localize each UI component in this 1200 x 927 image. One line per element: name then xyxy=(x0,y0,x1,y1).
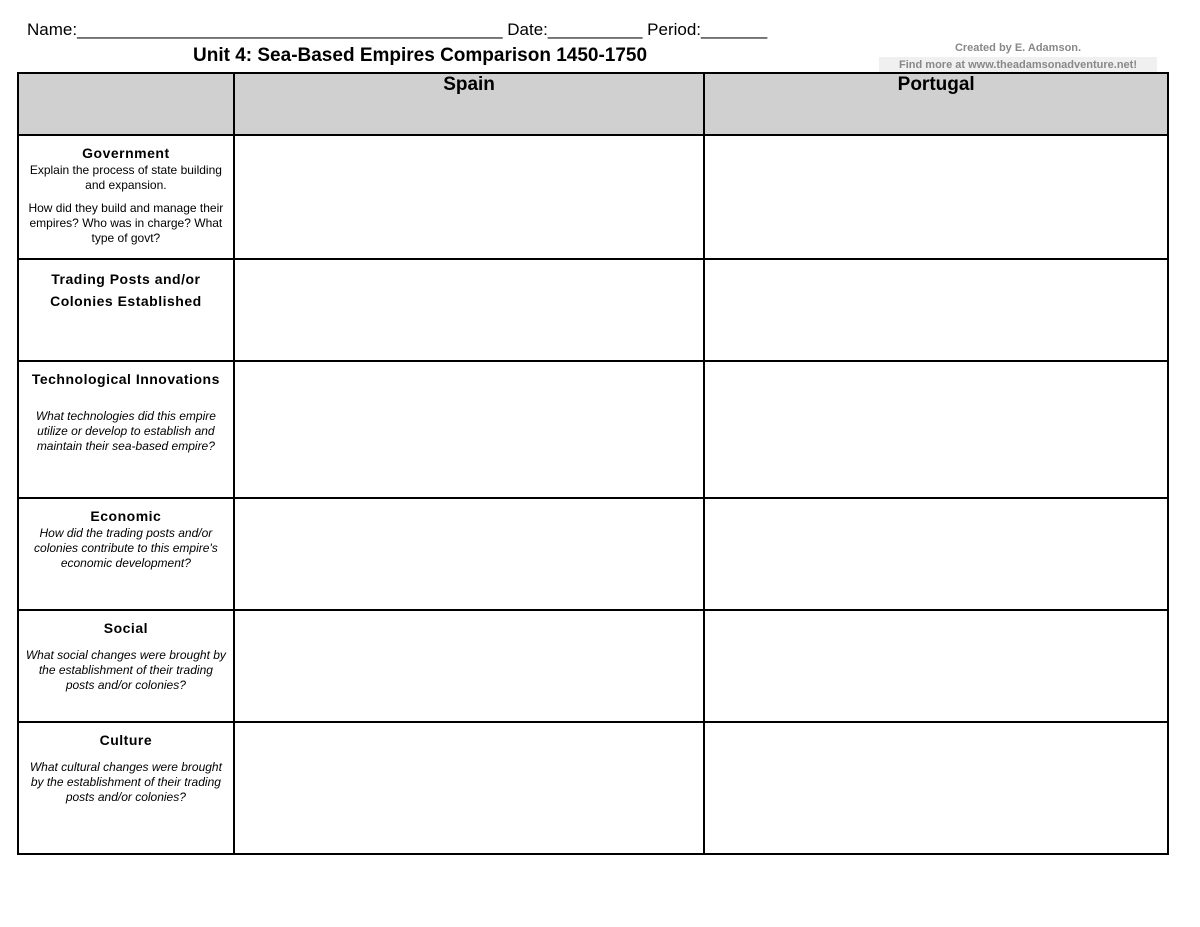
row-label-trading-posts xyxy=(18,259,234,361)
cell-portugal-government[interactable] xyxy=(704,135,1168,259)
row-title: Technological Innovations xyxy=(31,371,220,387)
cell-portugal-culture[interactable] xyxy=(704,722,1168,854)
row-description: What social changes were brought by the establishment of their trading posts and/or colonies? xyxy=(25,648,226,692)
row-description: What technologies did this empire utilize or develop to establish and maintain their sea-based empire? xyxy=(35,409,216,453)
cell-spain-trading-posts[interactable] xyxy=(234,259,705,361)
header-blank-cell xyxy=(18,73,234,135)
row-description-2: How did they build and manage their empires? Who was in charge? What type of govt? xyxy=(28,201,224,245)
row-title: Trading Posts and/or Colonies Established xyxy=(50,271,202,309)
table-row-economic xyxy=(18,498,1168,610)
comparison-table xyxy=(17,72,1169,855)
row-label-culture xyxy=(18,722,234,854)
cell-portugal-trading-posts[interactable] xyxy=(704,259,1168,361)
row-description: Explain the process of state building and expansion. xyxy=(29,163,222,192)
cell-portugal-economic[interactable] xyxy=(704,498,1168,610)
cell-portugal-social[interactable] xyxy=(704,610,1168,722)
row-label-government xyxy=(18,135,234,259)
name-date-period-line[interactable]: Name:_____________________________________________ Date:__________ Period:_______ xyxy=(27,20,768,39)
credit-website: Find more at www.theadamsonadventure.net! xyxy=(879,57,1157,74)
table-row-social xyxy=(18,610,1168,722)
cell-spain-culture[interactable] xyxy=(234,722,705,854)
table-row-technological-innovations xyxy=(18,361,1168,498)
row-description: What cultural changes were brought by the establishment of their trading posts and/or colonies? xyxy=(29,760,222,804)
cell-portugal-technological-innovations[interactable] xyxy=(704,361,1168,498)
worksheet-title: Unit 4: Sea-Based Empires Comparison 1450-1750 xyxy=(193,45,648,66)
row-title: Government xyxy=(82,145,170,161)
table-header-row xyxy=(18,73,1168,135)
row-label-social xyxy=(18,610,234,722)
credit-author: Created by E. Adamson. xyxy=(954,42,1082,54)
cell-spain-economic[interactable] xyxy=(234,498,705,610)
row-title: Economic xyxy=(90,508,162,524)
credit-watermark xyxy=(879,40,1157,74)
row-title: Culture xyxy=(99,732,153,748)
table-row-trading-posts xyxy=(18,259,1168,361)
table-row-government xyxy=(18,135,1168,259)
row-label-technological-innovations xyxy=(18,361,234,498)
cell-spain-technological-innovations[interactable] xyxy=(234,361,705,498)
cell-spain-social[interactable] xyxy=(234,610,705,722)
row-description: How did the trading posts and/or colonies contribute to this empire's economic development? xyxy=(34,526,218,570)
cell-spain-government[interactable] xyxy=(234,135,705,259)
header-portugal: Portugal xyxy=(704,73,1168,135)
header-spain: Spain xyxy=(234,73,705,135)
table-row-culture xyxy=(18,722,1168,854)
row-label-economic xyxy=(18,498,234,610)
row-title: Social xyxy=(103,620,148,636)
